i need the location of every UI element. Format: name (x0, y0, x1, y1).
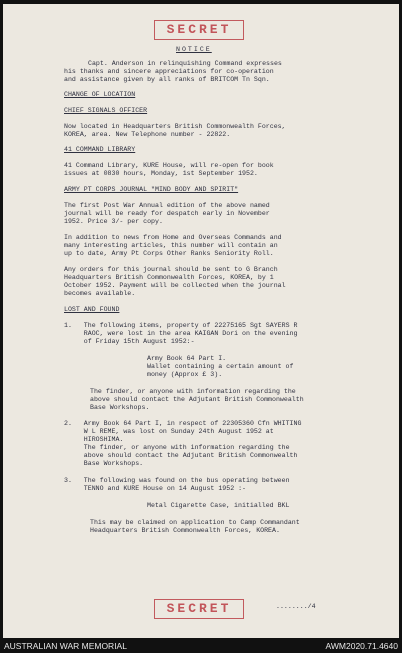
text-line: Army Book 64 Part I. (147, 355, 227, 362)
text-line: above should contact the Adjutant British Commonwealth (90, 396, 304, 403)
text-line: Now located in Headquarters British Commonwealth Forces, (64, 123, 286, 130)
subheading-command-library: 41 COMMAND LIBRARY (64, 146, 136, 153)
text-line: money (Approx £ 3). (147, 371, 223, 378)
text-line: of Friday 15th August 1952:- (64, 338, 195, 345)
text-line: Base Workshops. (64, 460, 144, 467)
text-line: The first Post War Annual edition of the above named (64, 202, 270, 209)
list-item-3: 3. The following was found on the bus operating between (64, 477, 290, 484)
text-line: TENNO and KURE House on 14 August 1952 :- (64, 485, 247, 492)
text-line: and assistance given by all ranks of BRITCOM Tn Sqn. (64, 76, 270, 83)
text-line: 41 Command Library, KURE House, will re-open for book (64, 162, 274, 169)
section-lost-and-found: LOST AND FOUND (64, 306, 120, 313)
text-line: This may be claimed on application to Camp Commandant (90, 519, 300, 526)
notice-heading: NOTICE (176, 46, 212, 53)
text-line: The finder, or anyone with information regarding the (64, 444, 290, 451)
subheading-pt-corps-journal: ARMY PT CORPS JOURNAL "MIND BODY AND SPIRIT" (64, 186, 239, 193)
text-line: RAOC, were lost in the area KAIGAN Dori on the evening (64, 330, 298, 337)
text-line: issues at 0830 hours, Monday, 1st September 1952. (64, 170, 258, 177)
text-line: many interesting articles, this number will contain an (64, 242, 278, 249)
text-line: journal will be ready for despatch early in November (64, 210, 270, 217)
text-line: 1952. Price 3/- per copy. (64, 218, 163, 225)
text-line: Base Workshops. (90, 404, 150, 411)
text-line: Capt. Anderson in relinquishing Command expresses (88, 60, 282, 67)
section-change-of-location: CHANGE OF LOCATION (64, 91, 136, 98)
text-line: above should contact the Adjutant British Commonwealth (64, 452, 298, 459)
list-item-1: 1. The following items, property of 22275165 Sgt SAYERS R (64, 322, 298, 329)
footer-credit: AUSTRALIAN WAR MEMORIAL (4, 641, 127, 651)
text-line: HIROSHIMA. (64, 436, 124, 443)
text-line: W L REME, was lost on Sunday 24th August 1952 at (64, 428, 274, 435)
text-line: up to date, Army Pt Corps Other Ranks Seniority Roll. (64, 250, 274, 257)
footer-accession-number: AWM2020.71.4640 (325, 641, 398, 651)
text-line: Headquarters British Commonwealth Forces, KOREA. (90, 527, 280, 534)
text-line: The finder, or anyone with information regarding the (90, 388, 296, 395)
text-line: In addition to news from Home and Overseas Commands and (64, 234, 282, 241)
secret-stamp-bottom: SECRET (154, 599, 244, 619)
secret-stamp-top: SECRET (154, 20, 244, 40)
document-page (3, 4, 399, 638)
text-line: his thanks and sincere appreciations for co-operation (64, 68, 274, 75)
text-line: becomes available. (64, 290, 136, 297)
text-line: Wallet containing a certain amount of (147, 363, 294, 370)
page-mark: ......../4 (276, 603, 316, 610)
subheading-chief-signals-officer: CHIEF SIGNALS OFFICER (64, 107, 148, 114)
text-line: KOREA, area. New Telephone number - 22822. (64, 131, 231, 138)
text-line: Metal Cigarette Case, initialled BKL (147, 502, 290, 509)
text-line: October 1952. Payment will be collected when the journal (64, 282, 286, 289)
text-line: Any orders for this journal should be sent to G Branch (64, 266, 278, 273)
text-line: Headquarters British Commonwealth Forces, KOREA, by 1 (64, 274, 274, 281)
list-item-2: 2. Army Book 64 Part I, in respect of 22305360 Cfn WHITING (64, 420, 302, 427)
